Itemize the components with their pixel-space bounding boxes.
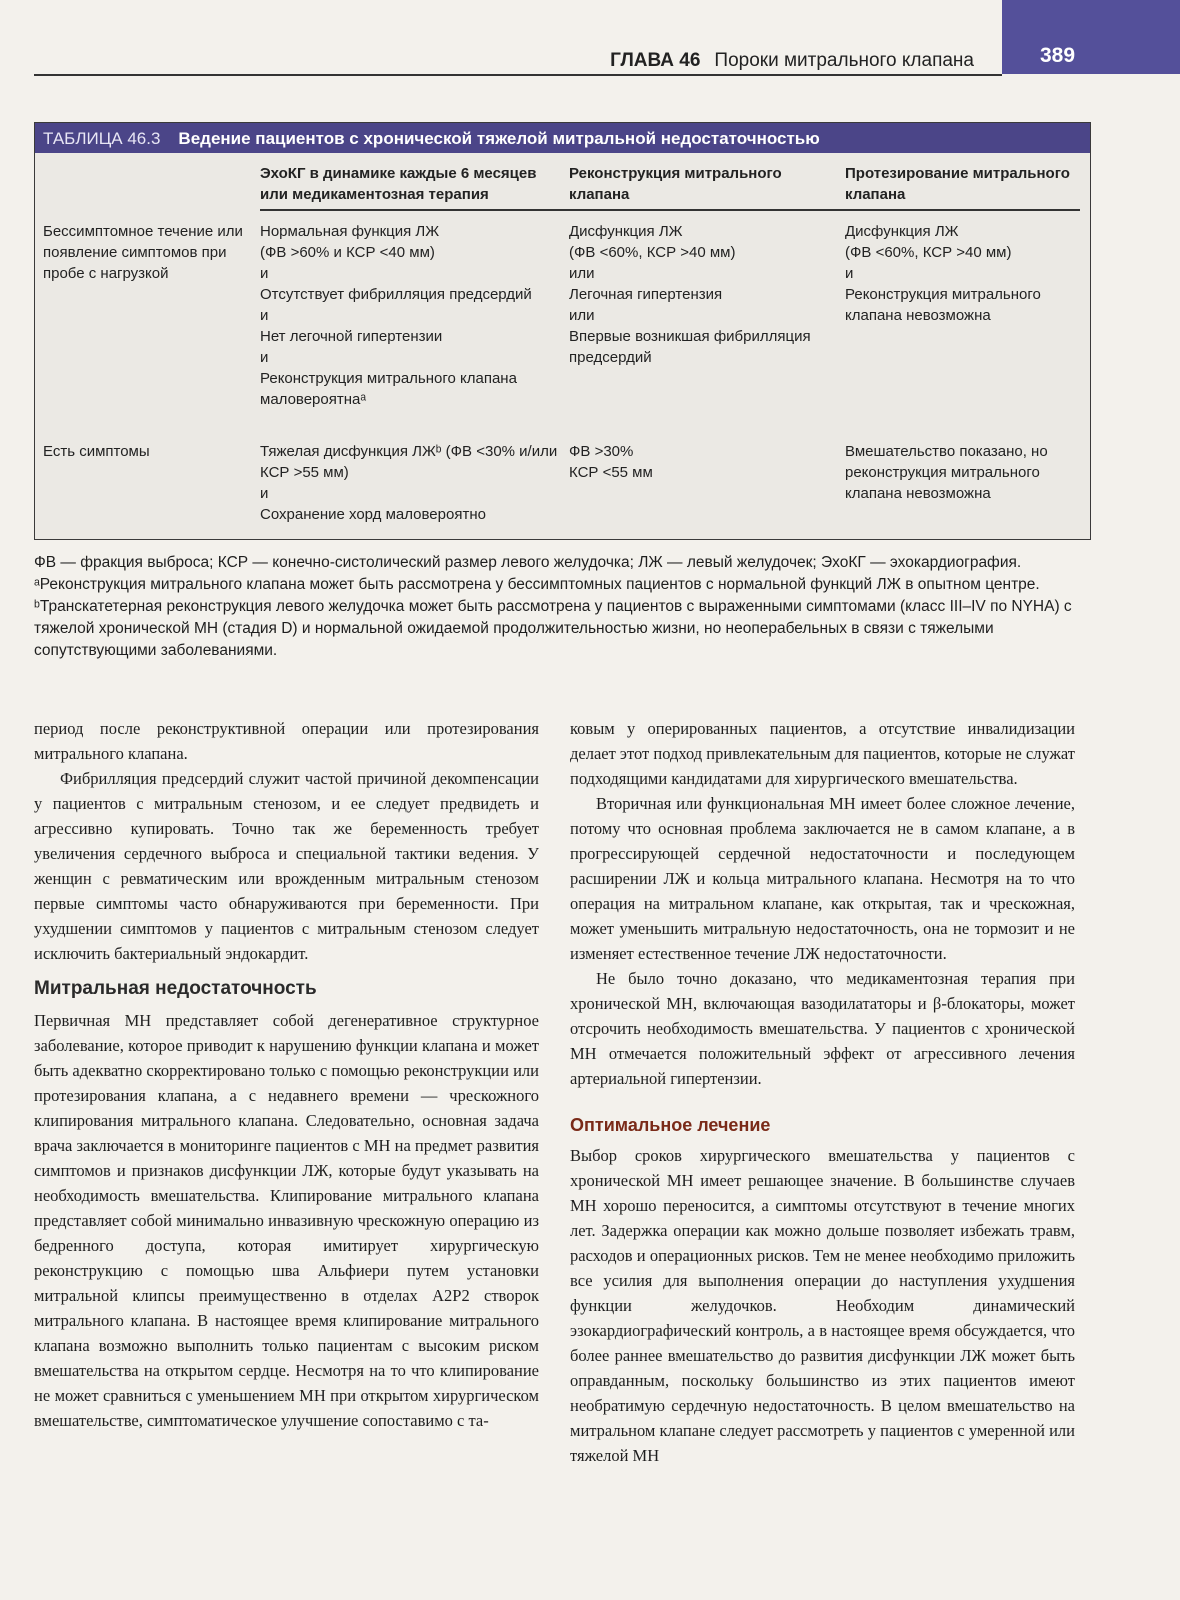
row-label-asymptomatic: Бессимптомное течение или появление симптомов при пробе с нагрузкой xyxy=(43,223,243,282)
column-header-echo: ЭхоКГ в динамике каждые 6 месяцев или медикаментозная терапия xyxy=(260,165,537,203)
chapter-title: Пороки митрального клапана xyxy=(714,50,974,71)
table-46-3 xyxy=(34,122,1091,540)
table-label: ТАБЛИЦА 46.3 xyxy=(43,128,161,148)
page-number-tab xyxy=(1002,0,1180,74)
right-column xyxy=(570,716,1075,1468)
paragraph: Фибрилляция предсердий служит частой причиной декомпенсации у пациентов с митральным стенозом, и ее следует предвидеть и агрессивно купировать. Точно так же беременность требует увеличения сердечного выброса и специальной тактики ведения. У женщин с ревматическим или врожденным митральным стенозом первые симптомы часто обнаруживаются при беременности. При ухудшении симптомов у пациентов с митральным стенозом следует исключить бактериальный эндокардит. xyxy=(34,769,539,963)
table-cell: ФВ >30% КСР <55 мм xyxy=(569,443,653,481)
header-rule xyxy=(34,74,1002,76)
paragraph: период после реконструктивной операции или протезирования митрального клапана. xyxy=(34,719,539,763)
table-title: Ведение пациентов с хронической тяжелой митральной недостаточностью xyxy=(178,128,820,148)
subsection-heading-optimal-treatment: Оптимальное лечение xyxy=(570,1115,771,1135)
running-header xyxy=(610,50,974,72)
footnote-b: ᵇТранскатетерная реконструкция левого желудочка может быть рассмотрена у пациентов с выраженными симптомами (класс III–IV по NYHA) с тяжелой хронической МН (стадия D) и нормальной ожидаемой продолжительностью жизни, но неоперабельных в связи с тяжелыми сопутствующими заболеваниями. xyxy=(34,598,1072,659)
table-header-rule xyxy=(260,209,1080,211)
table-header-row xyxy=(35,163,1090,207)
row-label-symptomatic: Есть симптомы xyxy=(43,443,150,460)
chapter-label: ГЛАВА 46 xyxy=(610,50,701,71)
footnote-a: ᵃРеконструкция митрального клапана может быть рассмотрена у бессимптомных пациентов с нормальной функций ЛЖ в опытном центре. xyxy=(34,576,1040,593)
paragraph: Первичная МН представляет собой дегенеративное структурное заболевание, которое приводит к нарушению функции клапана и может быть адекватно скорректировано только с помощью реконструкции или протезирования клапана, а с недавнего времени — чрескожного клипирования митрального клапана. Следовательно, основная задача врача заключается в мониторинге пациентов с МН на предмет развития симптомов и признаков дисфункции ЛЖ, которые будут указывать на необходимость вмешательства. Клипирование митрального клапана представляет собой минимально инвазивную чрескожную операцию из бедренного доступа, которая имитирует хирургическую реконструкцию с помощью шва Альфиери путем установки митральной клипсы преимущественно в отделах A2P2 створок митрального клапана. В настоящее время клипирование митрального клапана возможно выполнить только пациентам с высоким риском вмешательства на открытом сердце. Несмотря на то что клипирование не может сравниться с уменьшением МН при открытом хирургическом вмешательстве, симптоматическое улучшение сопоставимо с та- xyxy=(34,1011,539,1430)
table-cell: Вмешательство показано, но реконструкция митрального клапана невозможна xyxy=(845,443,1048,502)
column-header-replacement: Протезирование митрального клапана xyxy=(845,165,1070,203)
left-column xyxy=(34,716,539,1433)
column-header-repair: Реконструкция митрального клапана xyxy=(569,165,782,203)
table-cell: Дисфункция ЛЖ (ФВ <60%, КСР >40 мм) или Легочная гипертензия или Впервые возникшая фибрилляция предсердий xyxy=(569,223,811,366)
paragraph: Не было точно доказано, что медикаментозная терапия при хронической МН, включающая вазодилататоры и β-блокаторы, может отсрочить необходимость вмешательства. У пациентов с хронической МН отмечается положительный эффект от агрессивного лечения артериальной гипертензии. xyxy=(570,969,1075,1088)
page-number: 389 xyxy=(1040,44,1076,67)
table-cell: Тяжелая дисфункция ЛЖᵇ (ФВ <30% и/или КСР >55 мм) и Сохранение хорд маловероятно xyxy=(260,443,558,523)
table-title-bar xyxy=(35,123,1090,153)
paragraph: Вторичная или функциональная МН имеет более сложное лечение, потому что основная проблема заключается не в самом клапане, а в прогрессирующей сердечной недостаточности и последующем расширении ЛЖ и кольца митрального клапана. Несмотря на то что операция на митральном клапане, как открытая, так и чрескожная, может уменьшить митральную недостаточность, она не тормозит и не изменяет естественное течение ЛЖ недостаточности. xyxy=(570,794,1075,963)
abbreviations-note: ФВ — фракция выброса; КСР — конечно-систолический размер левого желудочка; ЛЖ — левый желудочек; ЭхоКГ — эхокардиография. xyxy=(34,554,1022,571)
paragraph: Выбор сроков хирургического вмешательства у пациентов с хронической МН имеет решающее значение. В большинстве случаев МН хорошо переносится, а симптомы отсутствуют в течение многих лет. Задержка операции как можно дольше позволяет избежать травм, расходов и операционных рисков. Тем не менее необходимо приложить все усилия для выполнения операции до наступления ухудшения функции желудочков. Необходим динамический эзокардиографический контроль, а в настоящее время обсуждается, что более раннее вмешательство до развития дисфункции ЛЖ может быть оправданным, поскольку большинство из этих пациентов имеют необратимую сердечную недостаточность. В целом вмешательство на митральном клапане следует рассмотреть у пациентов с умеренной или тяжелой МН xyxy=(570,1146,1075,1465)
table-cell: Нормальная функция ЛЖ (ФВ >60% и КСР <40 мм) и Отсутствует фибрилляция предсердий и Нет легочной гипертензии и Реконструкция митрального клапана маловероятнаᵃ xyxy=(260,223,532,408)
table-cell: Дисфункция ЛЖ (ФВ <60%, КСР >40 мм) и Реконструкция митрального клапана невозможна xyxy=(845,223,1041,324)
section-heading-mitral-regurgitation: Митральная недостаточность xyxy=(34,978,317,999)
table-footnotes xyxy=(34,552,1094,662)
paragraph: ковым у оперированных пациентов, а отсутствие инвалидизации делает этот подход привлекательным для пациентов, которые не служат подходящими кандидатами для хирургического вмешательства. xyxy=(570,719,1075,788)
